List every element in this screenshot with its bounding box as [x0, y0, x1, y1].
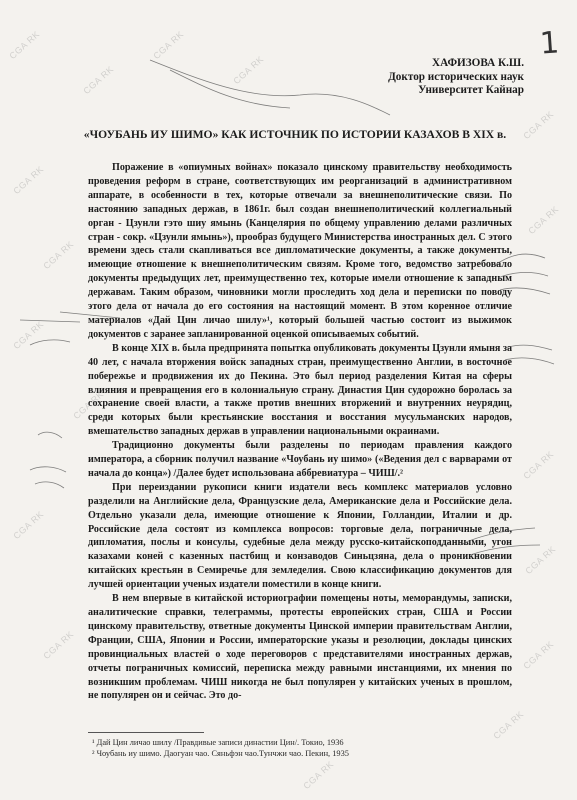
archive-watermark: CGA RK	[301, 758, 336, 792]
archive-watermark: CGA RK	[231, 53, 266, 87]
archive-watermark: CGA RK	[71, 388, 106, 422]
paragraph: В нем впервые в китайской историографии помещены ноты, меморандумы, записки, аналитические справки, телеграммы, протесты европейских стран, США и России цинскому правительству, ответные документы Цинской империи правительствам Англии, Франции, США, Японии и России, императорские указы и резолюции, доклады цинских провинциальных властей о ходе переговоров с представителями иностранных держав, отчеты пограничных комиссий, переписка между равными инстанциями, их мнения по возникшим проблемам. ЧИШ никогда не был популярен у китайских ученых в прошлом, не популярен он и сейчас. Это до-	[88, 593, 512, 702]
archive-watermark: CGA RK	[491, 708, 526, 742]
paragraph: Традиционно документы были разделены по периодам правления каждого императора, а сборник получил название «Чоубань иу шимо» («Ведения дел с варварами от начала до конца») /Далее будет использована аббревиатура – ЧИШ/.²	[88, 440, 512, 479]
archive-watermark: CGA RK	[521, 638, 556, 672]
archive-watermark: CGA RK	[11, 318, 46, 352]
article-title: «ЧОУБАНЬ ИУ ШИМО» КАК ИСТОЧНИК ПО ИСТОРИИ КАЗАХОВ В XIX в.	[83, 128, 507, 141]
archive-watermark: CGA RK	[41, 628, 76, 662]
archive-watermark: CGA RK	[521, 108, 556, 142]
archive-watermark: CGA RK	[11, 508, 46, 542]
author-affiliation: Университет Кайнар	[418, 84, 524, 97]
author-name: ХАФИЗОВА К.Ш.	[432, 57, 524, 69]
paragraph: Поражение в «опиумных войнах» показало цинскому правительству необходимость проведения реформ в стране, соответствующих им реорганизаций в административном аппарате, в особенности в тех, которые отвечали за внешнеполитические связи. По настоянию западных держав, в 1861г. был создан внешнеполитический коллегиальный орган - Цзунли гэто шиу ямынь (Канцелярия по общему управлению делами различных стран - сокр. «Цзунли ямынь»), прообраз будущего Министерства иностранных дел. С этого времени здесь стали скапливаться все дипломатические документы, а также документы, имеющие отношение к внешнеполитическим связям. Кроме того, ведомство затребовало документы предыдущих лет, преимущественно тех, которые имели отношение к западным державам. Таким образом, чиновники могли проследить ход дела и переписки по поводу этого дела от начала до его состояния на настоящий момент. В этом коренное отличие материалов «Дай Цин личао шилу»¹, который большей частью состоит из выжимок документов с заранее запланированной оценкой описываемых событий.	[88, 162, 512, 340]
author-degree: Доктор исторических наук	[388, 70, 524, 83]
paragraph: При переиздании рукописи книги издатели весь комплекс материалов условно разделили на Английские дела, Французские дела, Американские дела и Российские дела. Отдельно указали дела, имеющие отношение к Японии, Голландии, Италии и др. Российские дела состоят из комплекса вопросов: торговые дела, пограничные дела, дипломатия, послы и консулы, судебные дела между русско-китайскоподданными, угон казахами коней с казенных пастбищ и конзаводов Синьцзяна, дела о проникновении китайских крестьян в Семиречье для земледелия. Свою классификацию документов для лучшей ориентации ученых издатели поместили в конце книги.	[88, 481, 512, 591]
archive-watermark: CGA RK	[7, 28, 42, 62]
paragraph: В конце XIX в. была предпринята попытка опубликовать документы Цзунли ямыня за 40 лет, с начала вторжения войск западных стран, преимущественно Англии, в восточное побережье и продвижения их до Пекина. Это был период разделения Китая на сферы влияния и превращения его в колониальную страну. Династия Цин судорожно боролась за сохранение своей власти, а также против внешних вторжений и внутренних неурядиц, среди которых были крестьянские восстания и восстания мусульманских народов, вмешательство западных держав в управлении национальными окраинами.	[88, 342, 512, 438]
archive-watermark: CGA RK	[11, 163, 46, 197]
footnote: ¹ Дай Цин личао шилу /Правдивые записи династии Цин/. Токио, 1936	[92, 738, 344, 747]
footnote: ² Чоубань иу шимо. Даогуан чао. Сяньфэн чао.Тунчжи чао. Пекин, 1935	[92, 749, 349, 758]
archive-watermark: CGA RK	[523, 543, 558, 577]
archive-watermark: CGA RK	[81, 63, 116, 97]
archive-watermark: CGA RK	[151, 28, 186, 62]
archive-watermark: CGA RK	[521, 448, 556, 482]
archive-watermark: CGA RK	[41, 238, 76, 272]
archive-watermark: CGA RK	[526, 203, 561, 237]
page-number: 1	[538, 25, 561, 62]
